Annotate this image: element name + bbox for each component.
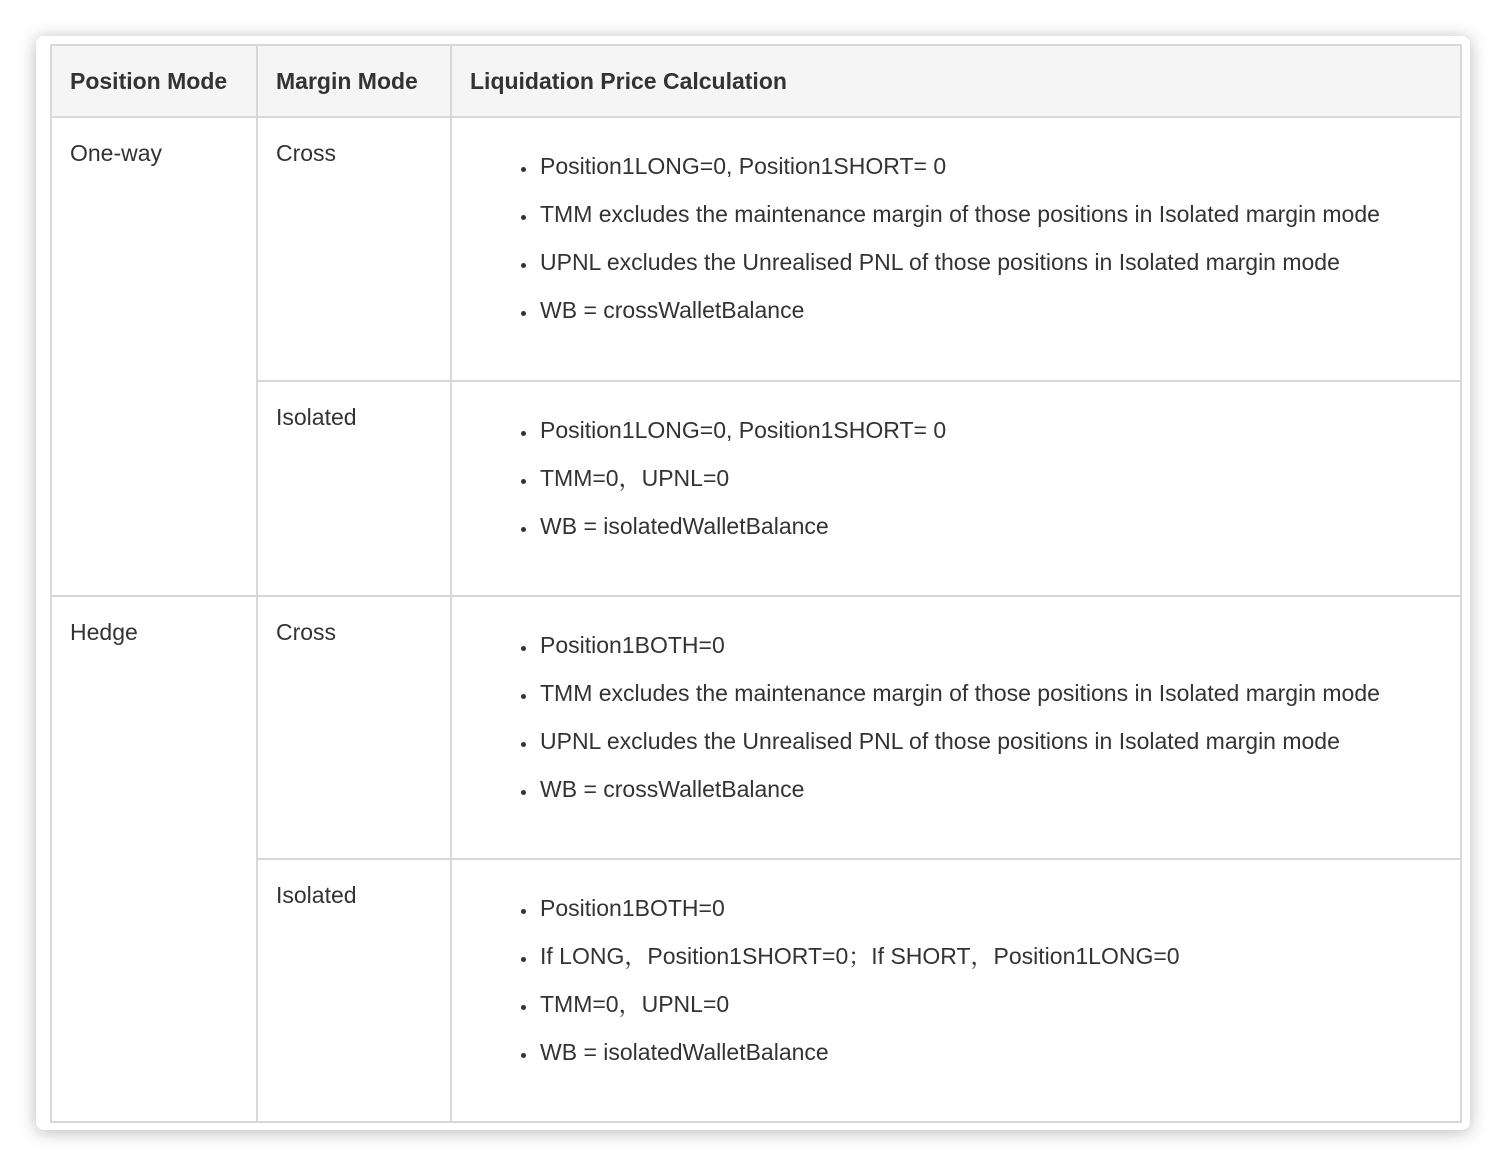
list-item: • TMM=0，UPNL=0 — [538, 466, 1460, 490]
margin-mode-cell: Cross — [257, 117, 451, 381]
calculation-cell — [451, 859, 1461, 1122]
list-item: • Position1LONG=0, Position1SHORT= 0 — [538, 418, 1460, 442]
header-row — [51, 45, 1461, 117]
calculation-list — [452, 382, 1460, 538]
calculation-list — [452, 118, 1460, 322]
header-position-mode: Position Mode — [51, 45, 257, 117]
margin-mode-cell: Isolated — [257, 859, 451, 1122]
list-item: • TMM excludes the maintenance margin of those positions in Isolated margin mode — [538, 202, 1460, 226]
header-liquidation-calculation: Liquidation Price Calculation — [451, 45, 1461, 117]
list-item: • WB = crossWalletBalance — [538, 298, 1460, 322]
list-item: • Position1LONG=0, Position1SHORT= 0 — [538, 154, 1460, 178]
list-item: • TMM=0，UPNL=0 — [538, 992, 1460, 1016]
calculation-cell — [451, 117, 1461, 381]
table-row — [51, 859, 1461, 1122]
list-item: • If LONG，Position1SHORT=0；If SHORT，Position1LONG=0 — [538, 944, 1460, 968]
margin-mode-cell: Isolated — [257, 381, 451, 596]
position-mode-cell: Hedge — [51, 596, 257, 1122]
list-item: • TMM excludes the maintenance margin of those positions in Isolated margin mode — [538, 681, 1460, 705]
calculation-list — [452, 860, 1460, 1064]
position-mode-cell: One-way — [51, 117, 257, 596]
margin-mode-cell: Cross — [257, 596, 451, 859]
calculation-cell — [451, 596, 1461, 859]
list-item: • Position1BOTH=0 — [538, 633, 1460, 657]
table-row — [51, 381, 1461, 596]
list-item: • UPNL excludes the Unrealised PNL of those positions in Isolated margin mode — [538, 729, 1460, 753]
header-margin-mode: Margin Mode — [257, 45, 451, 117]
list-item: • WB = isolatedWalletBalance — [538, 1040, 1460, 1064]
table-row — [51, 117, 1461, 381]
list-item: • WB = isolatedWalletBalance — [538, 514, 1460, 538]
list-item: • UPNL excludes the Unrealised PNL of those positions in Isolated margin mode — [538, 250, 1460, 274]
calculation-cell — [451, 381, 1461, 596]
calculation-list — [452, 597, 1460, 801]
table-row — [51, 596, 1461, 859]
list-item: • Position1BOTH=0 — [538, 896, 1460, 920]
liquidation-table — [50, 44, 1462, 1123]
table-card — [36, 36, 1470, 1130]
list-item: • WB = crossWalletBalance — [538, 777, 1460, 801]
